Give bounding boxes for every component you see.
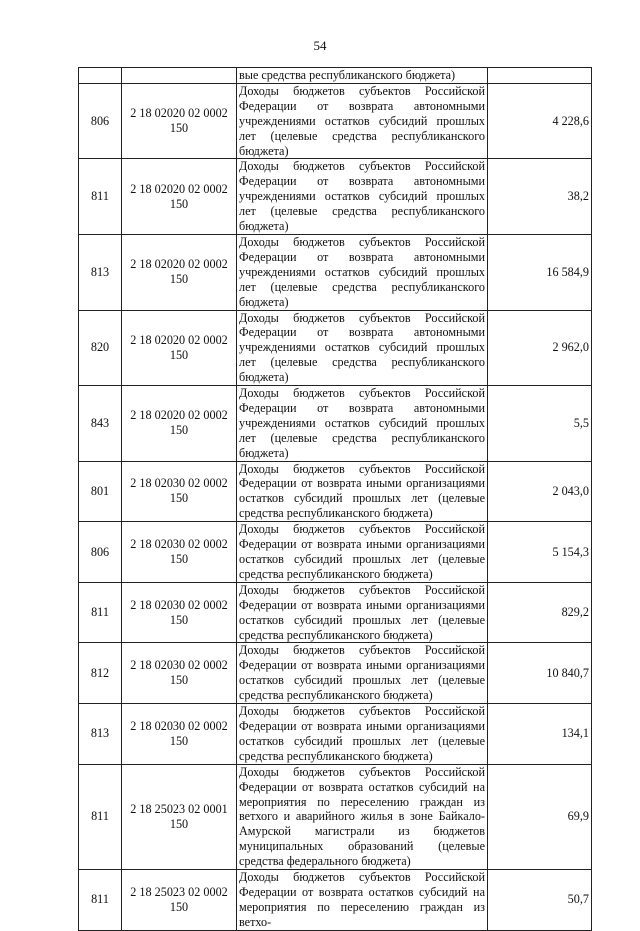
- budget-classification-code-cell: 2 18 02020 02 0002 150: [122, 159, 237, 235]
- admin-code-cell: 812: [79, 643, 122, 704]
- table-row: [79, 83, 592, 159]
- budget-classification-code-cell: 2 18 02030 02 0002 150: [122, 704, 237, 765]
- amount-cell: 2 962,0: [488, 310, 592, 386]
- budget-classification-code-cell: [122, 68, 237, 84]
- amount-cell: 5,5: [488, 386, 592, 462]
- revenue-name-cell: Доходы бюджетов субъектов Российской Федерации от возврата иными организациями остатков субсидий прошлых лет (целевые средства республиканского бюджета): [237, 643, 488, 704]
- amount-cell: 10 840,7: [488, 643, 592, 704]
- admin-code-cell: 811: [79, 764, 122, 869]
- admin-code-cell: [79, 68, 122, 84]
- revenue-name-cell: Доходы бюджетов субъектов Российской Федерации от возврата иными организациями остатков субсидий прошлых лет (целевые средства республиканского бюджета): [237, 461, 488, 522]
- table-row: [79, 643, 592, 704]
- table-row: [79, 234, 592, 310]
- admin-code-cell: 811: [79, 159, 122, 235]
- revenue-name-cell: Доходы бюджетов субъектов Российской Федерации от возврата остатков субсидий на мероприятия по переселению граждан из ветхого и аварийного жилья в зоне Байкало-Амурской магистрали из бюджетов муниципальных образований (целевые средства федерального бюджета): [237, 764, 488, 869]
- revenue-name-cell: Доходы бюджетов субъектов Российской Федерации от возврата иными организациями остатков субсидий прошлых лет (целевые средства республиканского бюджета): [237, 582, 488, 643]
- budget-classification-code-cell: 2 18 02030 02 0002 150: [122, 643, 237, 704]
- admin-code-cell: 806: [79, 522, 122, 583]
- budget-classification-code-cell: 2 18 02020 02 0002 150: [122, 234, 237, 310]
- budget-classification-code-cell: 2 18 02030 02 0002 150: [122, 522, 237, 583]
- amount-cell: 134,1: [488, 704, 592, 765]
- table-body: [79, 68, 592, 931]
- revenue-name-cell: Доходы бюджетов субъектов Российской Федерации от возврата автономными учреждениями остатков субсидий прошлых лет (целевые средства республиканского бюджета): [237, 386, 488, 462]
- table-row: [79, 764, 592, 869]
- amount-cell: 16 584,9: [488, 234, 592, 310]
- revenue-name-cell: Доходы бюджетов субъектов Российской Федерации от возврата остатков субсидий на мероприятия по переселению граждан из ветхо-: [237, 870, 488, 931]
- revenue-name-cell: вые средства республиканского бюджета): [237, 68, 488, 84]
- budget-classification-code-cell: 2 18 02020 02 0002 150: [122, 83, 237, 159]
- amount-cell: 2 043,0: [488, 461, 592, 522]
- table-row: [79, 870, 592, 931]
- budget-classification-code-cell: 2 18 02030 02 0002 150: [122, 582, 237, 643]
- table-row: [79, 461, 592, 522]
- revenue-table: [78, 67, 592, 931]
- table-row: [79, 522, 592, 583]
- budget-classification-code-cell: 2 18 02020 02 0002 150: [122, 386, 237, 462]
- table-row: [79, 386, 592, 462]
- budget-classification-code-cell: 2 18 25023 02 0001 150: [122, 764, 237, 869]
- revenue-name-cell: Доходы бюджетов субъектов Российской Федерации от возврата автономными учреждениями остатков субсидий прошлых лет (целевые средства республиканского бюджета): [237, 83, 488, 159]
- table-row: [79, 704, 592, 765]
- admin-code-cell: 801: [79, 461, 122, 522]
- revenue-name-cell: Доходы бюджетов субъектов Российской Федерации от возврата автономными учреждениями остатков субсидий прошлых лет (целевые средства республиканского бюджета): [237, 310, 488, 386]
- admin-code-cell: 843: [79, 386, 122, 462]
- amount-cell: 5 154,3: [488, 522, 592, 583]
- amount-cell: [488, 68, 592, 84]
- table-row: [79, 68, 592, 84]
- admin-code-cell: 820: [79, 310, 122, 386]
- admin-code-cell: 813: [79, 704, 122, 765]
- admin-code-cell: 811: [79, 582, 122, 643]
- amount-cell: 829,2: [488, 582, 592, 643]
- revenue-name-cell: Доходы бюджетов субъектов Российской Федерации от возврата иными организациями остатков субсидий прошлых лет (целевые средства республиканского бюджета): [237, 704, 488, 765]
- admin-code-cell: 806: [79, 83, 122, 159]
- revenue-name-cell: Доходы бюджетов субъектов Российской Федерации от возврата иными организациями остатков субсидий прошлых лет (целевые средства республиканского бюджета): [237, 522, 488, 583]
- budget-classification-code-cell: 2 18 25023 02 0002 150: [122, 870, 237, 931]
- table-row: [79, 310, 592, 386]
- table-row: [79, 582, 592, 643]
- admin-code-cell: 811: [79, 870, 122, 931]
- table-row: [79, 159, 592, 235]
- amount-cell: 4 228,6: [488, 83, 592, 159]
- amount-cell: 69,9: [488, 764, 592, 869]
- page-number: 54: [313, 38, 327, 53]
- amount-cell: 38,2: [488, 159, 592, 235]
- budget-classification-code-cell: 2 18 02020 02 0002 150: [122, 310, 237, 386]
- revenue-name-cell: Доходы бюджетов субъектов Российской Федерации от возврата автономными учреждениями остатков субсидий прошлых лет (целевые средства республиканского бюджета): [237, 159, 488, 235]
- budget-classification-code-cell: 2 18 02030 02 0002 150: [122, 461, 237, 522]
- amount-cell: 50,7: [488, 870, 592, 931]
- revenue-name-cell: Доходы бюджетов субъектов Российской Федерации от возврата автономными учреждениями остатков субсидий прошлых лет (целевые средства республиканского бюджета): [237, 234, 488, 310]
- admin-code-cell: 813: [79, 234, 122, 310]
